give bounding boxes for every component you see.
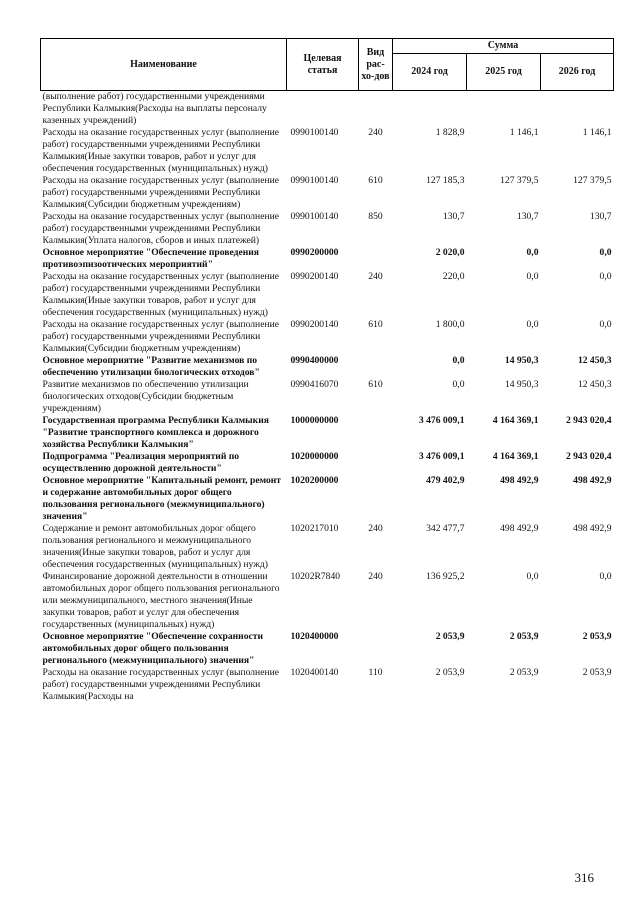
header-year-2026: 2026 год [541,54,614,91]
cell-sum-2026 [541,91,614,128]
cell-sum-2026: 0,0 [599,271,612,282]
cell-sum-2024: 342 477,7 [426,523,465,534]
table-row [41,451,614,475]
cell-target-article: 1020400000 [290,631,339,642]
table-row [41,523,614,571]
cell-expense-type: 610 [368,379,383,390]
cell-target-article [287,91,359,128]
cell-sum-2024: 220,0 [442,271,465,282]
cell-sum-2025: 127 379,5 [500,175,539,186]
table-row [41,319,614,355]
cell-sum-2024: 130,7 [442,211,465,222]
cell-sum-2025: 130,7 [516,211,539,222]
cell-sum-2025: 4 164 369,1 [492,415,539,426]
cell-target-article: 0990200140 [290,271,339,282]
cell-expense-type [359,475,393,523]
table-row [41,475,614,523]
cell-target-article: 1020400140 [290,667,339,678]
cell-sum-2025: 0,0 [526,247,539,258]
header-name: Наименование [41,39,287,91]
header-expense-type: Вид рас-хо-дов [359,39,393,91]
table-row [41,175,614,211]
cell-expense-type: 240 [368,523,383,534]
cell-sum-2024: 127 185,3 [426,175,465,186]
cell-name: Расходы на оказание государственных услуг (выполнение работ) государственными учреждениями Республики Калмыкия(Расходы на [42,667,279,702]
cell-target-article: 1020200000 [290,475,339,486]
cell-expense-type: 610 [368,175,383,186]
cell-target-article: 0990100140 [290,211,339,222]
header-year-2024: 2024 год [393,54,467,91]
cell-sum-2025: 14 950,3 [504,379,539,390]
cell-sum-2026: 0,0 [599,247,612,258]
cell-expense-type: 610 [368,319,383,330]
cell-target-article: 1020217010 [290,523,339,534]
cell-name: Расходы на оказание государственных услуг (выполнение работ) государственными учреждениями Республики Калмыкия(Иные закупки товаров, работ и услуг для обеспечения государственных (муниципальных) нужд) [42,127,279,174]
page-number: 316 [574,870,594,885]
cell-sum-2025: 0,0 [526,271,539,282]
cell-sum-2026: 12 450,3 [577,355,612,366]
cell-sum-2024: 0,0 [452,379,465,390]
cell-name: Государственная программа Республики Калмыкия "Развитие транспортного комплекса и дорожного хозяйства Республики Калмыкия" [42,415,269,450]
cell-name: Основное мероприятие "Обеспечение проведения противоэпизоотических мероприятий" [42,247,259,270]
cell-name: Основное мероприятие "Развитие механизмов по обеспечению утилизации биологических отходов" [42,355,260,378]
cell-target-article: 1000000000 [290,415,339,426]
cell-target-article: 0990100140 [290,127,339,138]
cell-sum-2026: 2 943 020,4 [565,451,612,462]
cell-name: Содержание и ремонт автомобильных дорог общего пользования регионального и межмуниципального значения(Иные закупки товаров, работ и услуг для обеспечения государственных (муниципальных) нужд) [42,523,268,570]
cell-sum-2026: 127 379,5 [573,175,612,186]
cell-name: Расходы на оказание государственных услуг (выполнение работ) государственными учреждениями Республики Калмыкия(Субсидии бюджетным учреждениям) [42,175,279,210]
header-sum: Сумма [393,39,614,54]
cell-sum-2026: 130,7 [589,211,612,222]
cell-target-article: 0990400000 [290,355,339,366]
cell-expense-type: 240 [368,571,383,582]
cell-sum-2026: 2 053,9 [582,631,612,642]
table-row [41,271,614,319]
cell-name: Финансирование дорожной деятельности в отношении автомобильных дорог общего пользования регионального или межмуниципального, местного значения(Иные закупки товаров, работ и услуг для обеспечения государственных (муниципальных) нужд) [42,571,280,630]
cell-name: Подпрограмма "Реализация мероприятий по осуществлению дорожной деятельности" [42,451,240,474]
cell-sum-2024: 136 925,2 [426,571,465,582]
cell-sum-2026: 2 053,9 [582,667,612,678]
cell-sum-2025: 2 053,9 [509,631,539,642]
cell-expense-type: 110 [368,667,383,678]
table-row [41,211,614,247]
cell-expense-type [359,91,393,128]
cell-name: (выполнение работ) государственными учреждениями Республики Калмыкия(Расходы на выплаты персоналу казенных учреждений) [42,91,267,126]
cell-sum-2025: 2 053,9 [509,667,539,678]
cell-target-article: 0990200000 [290,247,339,258]
cell-sum-2024: 1 800,0 [435,319,465,330]
cell-sum-2026: 2 943 020,4 [565,415,612,426]
cell-expense-type [359,451,393,475]
cell-target-article: 0990100140 [290,175,339,186]
table-row [41,415,614,451]
table-header [41,39,614,91]
table-row [41,127,614,175]
cell-name: Расходы на оказание государственных услуг (выполнение работ) государственными учреждениями Республики Калмыкия(Уплата налогов, сборов и иных платежей) [42,211,279,246]
cell-sum-2026: 1 146,1 [582,127,612,138]
table-row [41,379,614,415]
cell-sum-2024: 1 828,9 [435,127,465,138]
cell-name: Основное мероприятие "Обеспечение сохранности автомобильных дорог общего пользования регионального (межмуниципального) значения" [42,631,263,666]
cell-target-article: 0990200140 [290,319,339,330]
table-row [41,247,614,271]
table-row [41,571,614,631]
budget-table [40,38,614,703]
cell-sum-2026: 498 492,9 [573,475,612,486]
cell-sum-2026: 498 492,9 [573,523,612,534]
cell-sum-2025: 14 950,3 [504,355,539,366]
header-year-2025: 2025 год [467,54,541,91]
cell-sum-2025: 498 492,9 [500,523,539,534]
header-target-article: Целевая статья [287,39,359,91]
cell-target-article: 1020000000 [290,451,339,462]
cell-name: Развитие механизмов по обеспечению утилизации биологических отходов(Субсидии бюджетным учреждениям) [42,379,249,414]
cell-sum-2025: 498 492,9 [500,475,539,486]
cell-expense-type [359,355,393,379]
table-row [41,91,614,128]
cell-sum-2025: 4 164 369,1 [492,451,539,462]
cell-expense-type [359,631,393,667]
table-row [41,355,614,379]
cell-expense-type: 240 [368,127,383,138]
cell-sum-2024: 3 476 009,1 [418,415,465,426]
cell-sum-2024: 2 053,9 [435,667,465,678]
cell-expense-type [359,247,393,271]
cell-expense-type: 240 [368,271,383,282]
cell-sum-2024: 2 020,0 [435,247,465,258]
cell-sum-2024 [393,91,467,128]
cell-sum-2024: 2 053,9 [435,631,465,642]
cell-name: Расходы на оказание государственных услуг (выполнение работ) государственными учреждениями Республики Калмыкия(Субсидии бюджетным учреждениям) [42,319,279,354]
table-row [41,667,614,703]
cell-sum-2025: 0,0 [526,319,539,330]
table-body [41,91,614,704]
cell-name: Расходы на оказание государственных услуг (выполнение работ) государственными учреждениями Республики Калмыкия(Иные закупки товаров, работ и услуг для обеспечения государственных (муниципальных) нужд) [42,271,279,318]
cell-sum-2026: 0,0 [599,571,612,582]
cell-sum-2024: 479 402,9 [426,475,465,486]
cell-sum-2026: 12 450,3 [577,379,612,390]
budget-table-container [40,38,613,703]
cell-sum-2024: 3 476 009,1 [418,451,465,462]
table-row [41,631,614,667]
cell-target-article: 10202R7840 [290,571,341,582]
cell-sum-2024: 0,0 [452,355,465,366]
cell-expense-type: 850 [368,211,383,222]
cell-sum-2026: 0,0 [599,319,612,330]
cell-sum-2025 [467,91,541,128]
cell-expense-type [359,415,393,451]
cell-sum-2025: 1 146,1 [509,127,539,138]
cell-target-article: 0990416070 [290,379,339,390]
cell-sum-2025: 0,0 [526,571,539,582]
cell-name: Основное мероприятие "Капитальный ремонт, ремонт и содержание автомобильных дорог общего пользования регионального (межмуниципального) значения" [42,475,282,522]
